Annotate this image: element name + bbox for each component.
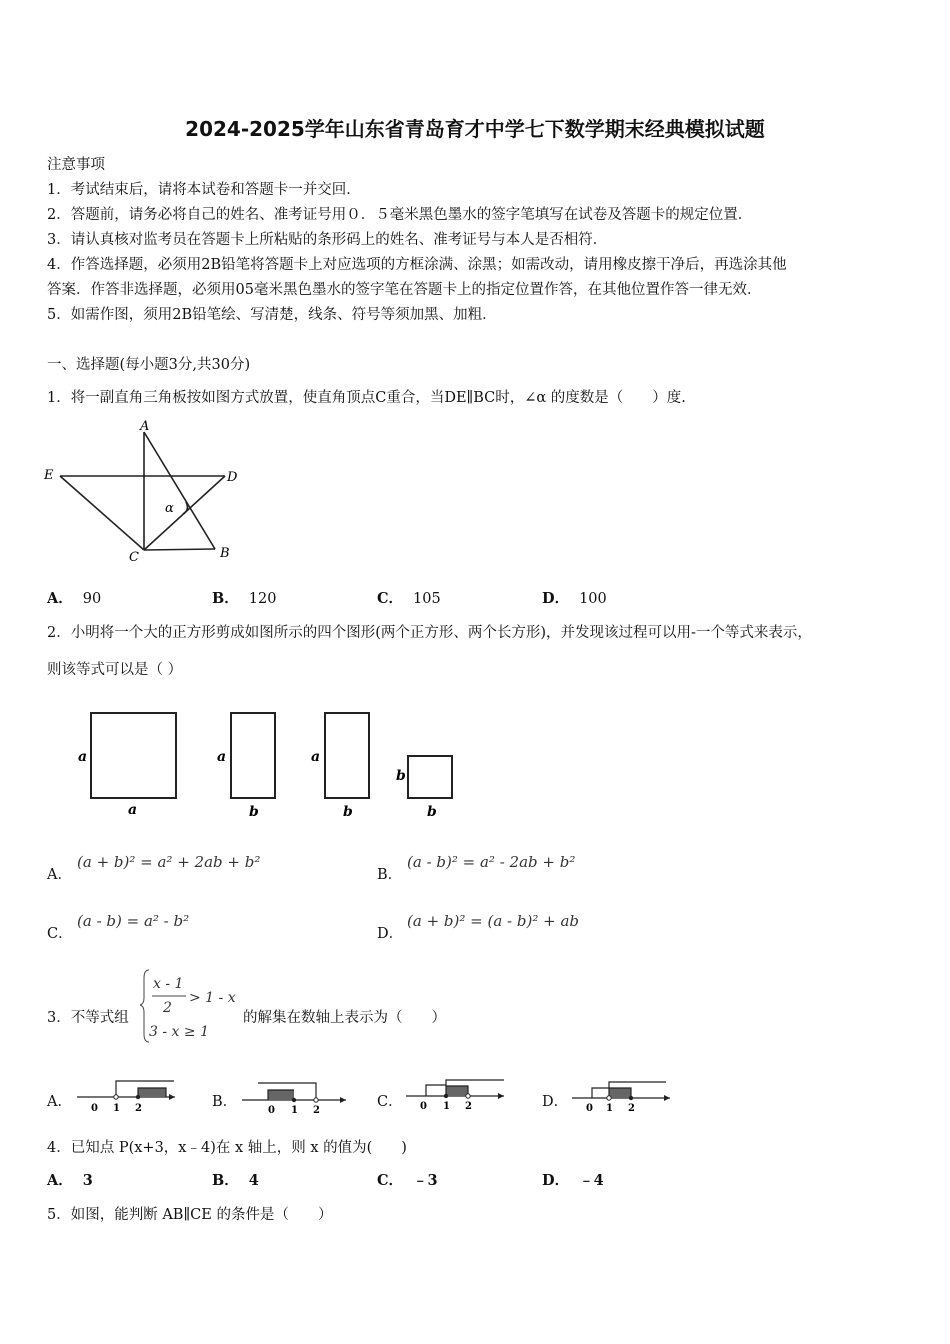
q2-option-a-letter[interactable]: A．: [47, 867, 72, 883]
question-1-figure: [40, 418, 250, 568]
label-A: A: [140, 419, 150, 434]
q2-option-c-expr: (a - b) = a² - b²: [77, 912, 190, 930]
question-4-text: 4．已知点 P(x+3，x﹣4)在 x 轴上，则 x 的值为( ): [47, 1140, 407, 1156]
q3-option-a-numberline[interactable]: [75, 1076, 180, 1116]
section-heading: 一、选择题(每小题3分,共30分): [47, 357, 251, 373]
notice-heading: 注意事项: [47, 157, 105, 173]
q3-option-b-letter[interactable]: B．: [212, 1094, 238, 1110]
q3-option-d-numberline[interactable]: [570, 1076, 675, 1116]
svg-text:2: 2: [135, 1103, 142, 1114]
question-1-text: 1．将一副直角三角板按如图方式放置，使直角顶点C重合，当DE∥BC时，∠α 的度数是（ ）度.: [47, 390, 686, 406]
q2-option-b-expr: (a - b)² = a² - 2ab + b²: [407, 853, 576, 871]
svg-text:a: a: [78, 749, 88, 765]
svg-text:0: 0: [420, 1101, 427, 1112]
svg-text:1: 1: [443, 1101, 450, 1112]
q3-option-a-letter[interactable]: A．: [47, 1094, 72, 1110]
label-alpha: α: [165, 501, 174, 516]
svg-text:1: 1: [606, 1103, 613, 1114]
svg-text:2: 2: [465, 1101, 472, 1112]
q4-option-a[interactable]: A． 3: [47, 1172, 93, 1189]
svg-text:a: a: [311, 749, 321, 765]
question-2-line1: 2．小明将一个大的正方形剪成如图所示的四个图形(两个正方形、两个长方形)，并发现该过程可以用-一个等式来表示，: [47, 625, 812, 641]
svg-text:3 - x ≥ 1: 3 - x ≥ 1: [149, 1024, 209, 1040]
small-square: [408, 756, 452, 798]
q2-option-c-letter[interactable]: C．: [47, 926, 73, 942]
svg-text:b: b: [427, 804, 437, 820]
rect-2: [325, 713, 369, 798]
big-square: [91, 713, 176, 798]
q2-option-a-expr: (a + b)² = a² + 2ab + b²: [77, 853, 261, 871]
q2-option-b-letter[interactable]: B．: [377, 867, 403, 883]
q4-option-c[interactable]: C． ﹣3: [377, 1172, 438, 1189]
svg-text:0: 0: [91, 1103, 98, 1114]
notice-item-2: 2．答题前，请务必将自己的姓名、准考证号用０．５毫米黑色墨水的签字笔填写在试卷及答题卡的规定位置．: [47, 207, 753, 223]
q3-option-c-letter[interactable]: C．: [377, 1094, 403, 1110]
q2-option-d-expr: (a + b)² = (a - b)² + ab: [407, 912, 579, 930]
svg-text:> 1 - x: > 1 - x: [189, 990, 236, 1006]
svg-text:2: 2: [628, 1103, 635, 1114]
svg-text:0: 0: [268, 1105, 275, 1116]
q1-option-c[interactable]: C． 105: [377, 590, 441, 607]
svg-text:2: 2: [163, 1000, 172, 1016]
notice-item-1: 1．考试结束后，请将本试卷和答题卡一并交回．: [47, 182, 361, 198]
label-D: D: [227, 470, 238, 485]
q3-option-d-letter[interactable]: D．: [542, 1094, 569, 1110]
question-3-suffix: 的解集在数轴上表示为（ ）: [243, 1010, 446, 1026]
question-2-figure: [70, 700, 470, 825]
svg-text:a: a: [217, 749, 227, 765]
svg-text:b: b: [343, 804, 353, 820]
svg-text:2: 2: [313, 1105, 320, 1116]
svg-text:0: 0: [586, 1103, 593, 1114]
q1-option-b[interactable]: B． 120: [212, 590, 277, 607]
question-2-line2: 则该等式可以是（ ）: [47, 662, 183, 678]
svg-text:a: a: [128, 802, 138, 818]
question-5-text: 5．如图，能判断 AB∥CE 的条件是（ ）: [47, 1207, 333, 1223]
svg-text:b: b: [396, 768, 406, 784]
q1-option-d[interactable]: D． 100: [542, 590, 607, 607]
notice-item-4: 4．作答选择题，必须用2B铅笔将答题卡上对应选项的方框涂满、涂黑；如需改动，请用橡皮擦干净后，再选涂其他: [47, 257, 787, 273]
inequality-system: [140, 964, 245, 1046]
label-E: E: [44, 468, 54, 483]
notice-item-4-cont: 答案．作答非选择题，必须用05毫米黑色墨水的签字笔在答题卡上的指定位置作答，在其他位置作答一律无效．: [47, 282, 762, 298]
label-B: B: [220, 546, 230, 561]
q1-option-a[interactable]: A． 90: [47, 590, 102, 607]
label-C: C: [129, 550, 139, 565]
question-3-prefix: 3．不等式组: [47, 1010, 129, 1026]
q3-option-c-numberline[interactable]: [404, 1076, 509, 1116]
page-title: 2024-2025学年山东省青岛育才中学七下数学期末经典模拟试题: [185, 117, 765, 141]
svg-text:1: 1: [291, 1105, 298, 1116]
rect-1: [231, 713, 275, 798]
notice-item-3: 3．请认真核对监考员在答题卡上所粘贴的条形码上的姓名、准考证号与本人是否相符．: [47, 232, 608, 248]
svg-text:b: b: [249, 804, 259, 820]
svg-text:1: 1: [113, 1103, 120, 1114]
q4-option-b[interactable]: B． 4: [212, 1172, 259, 1189]
q4-option-d[interactable]: D． ﹣4: [542, 1172, 604, 1189]
svg-text:x - 1: x - 1: [153, 976, 184, 992]
notice-item-5: 5．如需作图，须用2B铅笔绘、写清楚，线条、符号等须加黑、加粗．: [47, 307, 497, 323]
q3-option-b-numberline[interactable]: [240, 1076, 350, 1116]
q2-option-d-letter[interactable]: D．: [377, 926, 404, 942]
